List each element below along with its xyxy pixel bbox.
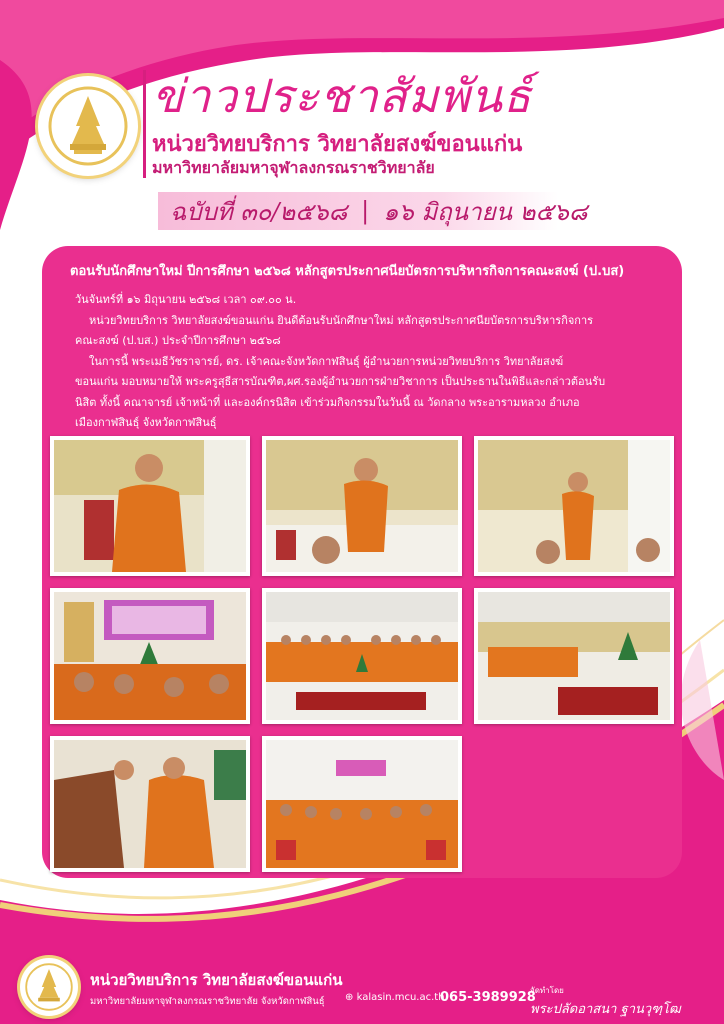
- photo-ceremony-stage: [50, 588, 250, 724]
- photo-monk-speaking-standing: [262, 436, 462, 576]
- prepared-by-label: จัดทำโดย: [530, 986, 564, 995]
- paragraph-2d: เมืองกาฬสินธุ์ จังหวัดกาฬสินธุ์: [75, 416, 217, 429]
- issue-separator: |: [361, 197, 370, 225]
- photo-seated-monks-row: [474, 588, 674, 724]
- photo-monk-speaking-hall: [474, 436, 674, 576]
- website-text: kalasin.mcu.ac.th: [356, 992, 445, 1003]
- date-line: วันจันทร์ที่ ๑๖ มิถุนายน ๒๕๖๘ เวลา ๐๙.๐๐ น.: [75, 293, 297, 306]
- footer-website: [345, 992, 445, 1003]
- photo-group-standing: [262, 588, 462, 724]
- issue-date: ๑๖ มิถุนายน ๒๕๖๘: [383, 197, 588, 226]
- issue-banner: [158, 192, 588, 230]
- university-name: มหาวิทยาลัยมหาจุฬาลงกรณราชวิทยาลัย: [152, 158, 435, 177]
- temple-emblem-icon: [25, 963, 73, 1011]
- article-headline: ตอนรับนักศึกษาใหม่ ปีการศึกษา ๒๕๖๘ หลักสูตรประกาศนียบัตรการบริหารกิจการคณะสงฆ์ (ป.บส): [70, 264, 625, 279]
- prepared-by-name: พระปลัดอาสนา ฐานวุฑฺโฒ: [530, 1002, 681, 1017]
- page-title: ข่าวประชาสัมพันธ์: [152, 69, 533, 123]
- paragraph-1a: หน่วยวิทยบริการ วิทยาลัยสงฆ์ขอนแก่น ยินดีต้อนรับนักศึกษาใหม่ หลักสูตรประกาศนียบัตรการบริหารกิจการ: [89, 313, 594, 327]
- issue-number: ฉบับที่ ๓๐/๒๕๖๘: [170, 197, 348, 226]
- footer-phone: 065-3989928: [440, 990, 536, 1005]
- photo-monk-speaking-seated: [50, 436, 250, 576]
- footer-logo: [20, 958, 78, 1016]
- photo-blessing-ritual: [50, 736, 250, 872]
- globe-icon: ⊕: [345, 992, 354, 1003]
- header-divider: [143, 70, 146, 178]
- paragraph-2b: ขอนแก่น มอบหมายให้ พระครูสุธีสารบัณฑิต,ผศ.รองผู้อำนวยการฝ่ายวิชาการ เป็นประธานในพิธีและกล่าวต้อนรับ: [75, 375, 606, 388]
- article-body: [75, 290, 665, 434]
- paragraph-2c: นิสิต ทั้งนี้ คณาจารย์ เจ้าหน้าที่ และองค์กรนิสิต เข้าร่วมกิจกรรมในวันนี้ ณ วัดกลาง พระอารามหลวง อำเภอ: [75, 395, 580, 409]
- unit-name: หน่วยวิทยบริการ วิทยาลัยสงฆ์ขอนแก่น: [152, 132, 523, 157]
- photo-audience-hall: [262, 736, 462, 872]
- temple-emblem-icon: [48, 86, 128, 166]
- university-logo: [38, 76, 138, 176]
- footer-unit-name: หน่วยวิทยบริการ วิทยาลัยสงฆ์ขอนแก่น: [90, 971, 343, 989]
- footer-university-line: มหาวิทยาลัยมหาจุฬาลงกรณราชวิทยาลัย จังหวัดกาฬสินธุ์: [90, 996, 325, 1007]
- paragraph-2a: ในการนี้ พระเมธีวัชราจารย์, ดร. เจ้าคณะจังหวัดกาฬสินธุ์ ผู้อำนวยการหน่วยวิทยบริการ วิทยาลัยสงฆ์: [89, 354, 564, 368]
- paragraph-1b: คณะสงฆ์ (ป.บส.) ประจำปีการศึกษา ๒๕๖๘: [75, 334, 281, 347]
